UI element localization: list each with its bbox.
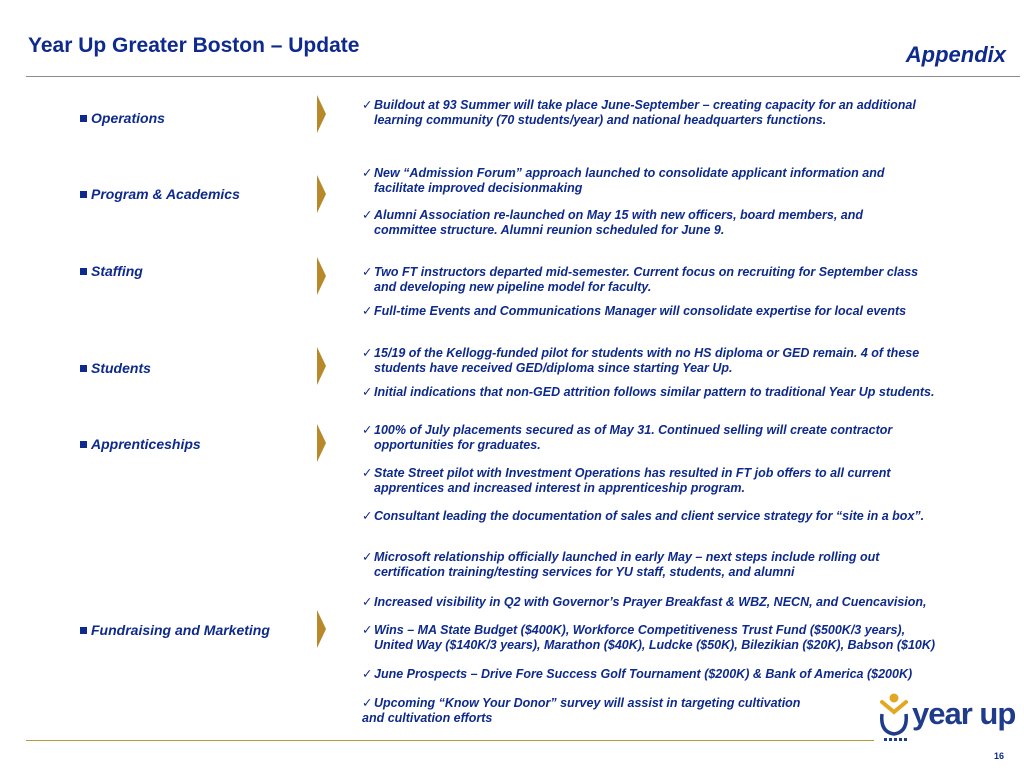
category-label: Students	[91, 360, 151, 376]
footer-divider	[26, 740, 874, 741]
arrow-right-icon	[317, 175, 326, 213]
item-apprenticeships-consultant	[362, 509, 1017, 524]
item-text-continued: United Way ($140K/3 years), Marathon ($40K), Ludcke ($50K), Bilezikian ($20K), Babson ($10K)	[374, 637, 936, 652]
checkmark-icon: ✓	[362, 423, 373, 437]
item-staffing-events-manager	[362, 304, 1017, 319]
arrow-right-icon	[317, 424, 326, 462]
category-apprenticeships	[80, 436, 201, 452]
item-text: 15/19 of the Kellogg-funded pilot for students with no HS diploma or GED remain. 4 of these	[374, 346, 920, 360]
item-text: Consultant leading the documentation of sales and client service strategy for “site in a box”.	[374, 509, 925, 523]
arrow-right-icon	[317, 610, 326, 648]
item-text: Increased visibility in Q2 with Governor’s Prayer Breakfast & WBZ, NECN, and Cuencavision,	[374, 595, 927, 609]
category-label: Apprenticeships	[91, 436, 201, 452]
item-text-continued: facilitate improved decisionmaking	[374, 180, 583, 195]
item-text: Initial indications that non-GED attrition follows similar pattern to traditional Year Up students.	[374, 385, 935, 399]
square-bullet-icon	[80, 191, 87, 198]
section-label: Appendix	[905, 42, 1006, 67]
logo-wordmark: year up	[912, 696, 1016, 731]
checkmark-icon: ✓	[362, 466, 373, 480]
checkmark-icon: ✓	[362, 346, 373, 360]
checkmark-icon: ✓	[362, 696, 373, 710]
checkmark-icon: ✓	[362, 385, 373, 399]
category-label: Program & Academics	[91, 186, 240, 202]
square-bullet-icon	[80, 627, 87, 634]
checkmark-icon: ✓	[362, 208, 373, 222]
item-students-attrition	[362, 385, 1017, 400]
item-text-continued: and developing new pipeline model for faculty.	[374, 279, 652, 294]
checkmark-icon: ✓	[362, 595, 373, 609]
item-text-continued: certification training/testing services for YU staff, students, and alumni	[374, 564, 795, 579]
square-bullet-icon	[80, 365, 87, 372]
header-divider	[26, 76, 1020, 77]
item-text: Full-time Events and Communications Manager will consolidate expertise for local events	[374, 304, 907, 318]
item-text: Alumni Association re-launched on May 15 with new officers, board members, and	[374, 208, 863, 222]
item-fundraising-prospects	[362, 667, 1017, 682]
item-fundraising-survey	[362, 696, 862, 725]
item-text-continued: opportunities for graduates.	[374, 437, 541, 452]
checkmark-icon: ✓	[362, 166, 373, 180]
item-fundraising-wins	[362, 623, 1017, 652]
arrow-right-icon	[317, 95, 326, 133]
item-text-continued: students have received GED/diploma since starting Year Up.	[374, 360, 733, 375]
checkmark-icon: ✓	[362, 265, 373, 279]
item-text: State Street pilot with Investment Operations has resulted in FT job offers to all current	[374, 466, 891, 480]
arrow-right-icon	[317, 257, 326, 295]
item-operations-buildout	[362, 98, 1017, 127]
square-bullet-icon	[80, 115, 87, 122]
item-text: Wins – MA State Budget ($400K), Workforce Competitiveness Trust Fund ($500K/3 years),	[374, 623, 906, 637]
item-text-continued: learning community (70 students/year) and national headquarters functions.	[374, 112, 827, 127]
item-text: June Prospects – Drive Fore Success Golf Tournament ($200K) & Bank of America ($200K)	[374, 667, 913, 681]
checkmark-icon: ✓	[362, 550, 373, 564]
item-program-admission-forum	[362, 166, 1017, 195]
year-up-logo	[876, 688, 1016, 744]
item-text: Two FT instructors departed mid-semester. Current focus on recruiting for September class	[374, 265, 919, 279]
arrow-right-icon	[317, 347, 326, 385]
item-text: Upcoming “Know Your Donor” survey will assist in targeting cultivation	[374, 696, 801, 710]
item-apprenticeships-placements	[362, 423, 1017, 452]
category-label: Staffing	[91, 263, 143, 279]
item-text-continued: committee structure. Alumni reunion scheduled for June 9.	[374, 222, 725, 237]
checkmark-icon: ✓	[362, 667, 373, 681]
item-text-continued: and cultivation efforts	[362, 710, 493, 725]
item-fundraising-visibility	[362, 595, 1017, 610]
square-bullet-icon	[80, 268, 87, 275]
checkmark-icon: ✓	[362, 623, 373, 637]
category-label: Operations	[91, 110, 165, 126]
item-text: 100% of July placements secured as of May 31. Continued selling will create contractor	[374, 423, 893, 437]
item-text: New “Admission Forum” approach launched to consolidate applicant information and	[374, 166, 885, 180]
checkmark-icon: ✓	[362, 509, 373, 523]
item-fundraising-microsoft	[362, 550, 1017, 579]
category-operations	[80, 110, 165, 126]
item-text-continued: apprentices and increased interest in apprenticeship program.	[374, 480, 745, 495]
category-fundraising-marketing	[80, 622, 270, 638]
category-students	[80, 360, 151, 376]
category-staffing	[80, 263, 143, 279]
category-program-academics	[80, 186, 240, 202]
page-title: Year Up Greater Boston – Update	[28, 34, 360, 57]
item-staffing-instructors	[362, 265, 1017, 294]
person-mark-icon	[876, 688, 916, 744]
item-text: Microsoft relationship officially launched in early May – next steps include rolling out	[374, 550, 880, 564]
category-label: Fundraising and Marketing	[91, 622, 270, 638]
item-program-alumni	[362, 208, 1017, 237]
square-bullet-icon	[80, 441, 87, 448]
checkmark-icon: ✓	[362, 304, 373, 318]
item-text: Buildout at 93 Summer will take place June-September – creating capacity for an additional	[374, 98, 916, 112]
page-number: 16	[993, 751, 1004, 761]
item-students-kellogg	[362, 346, 1017, 375]
item-apprenticeships-state-street	[362, 466, 1017, 495]
checkmark-icon: ✓	[362, 98, 373, 112]
